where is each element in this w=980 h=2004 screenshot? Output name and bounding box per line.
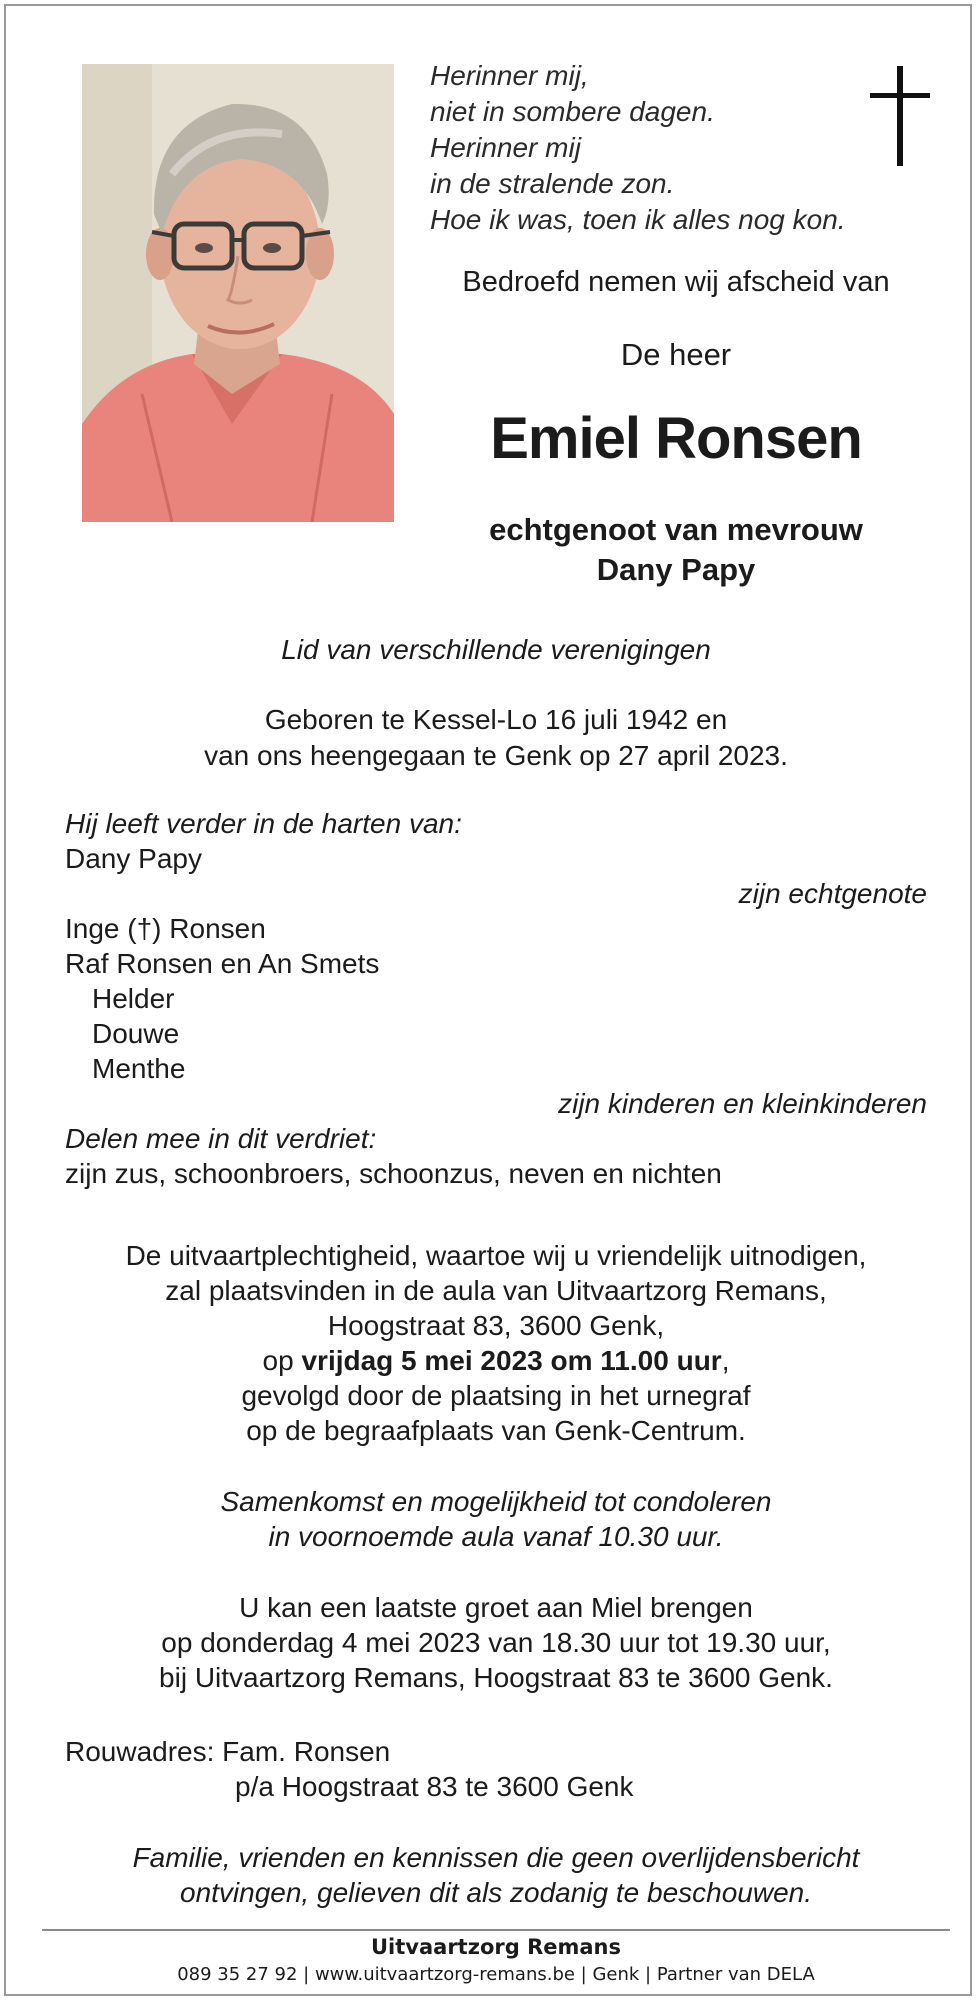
notice-line: ontvingen, gelieven dit als zodanig te beschouwen. [180,1877,812,1908]
children-role: zijn kinderen en kleinkinderen [558,1088,927,1119]
birth-line: Geboren te Kessel-Lo 16 juli 1942 en [264,704,728,735]
address-line: Rouwadres: Fam. Ronsen [65,1736,391,1767]
ceremony-suffix: , [721,1345,730,1376]
footer-divider [42,1929,950,1931]
condolence-line: in voornoemde aula vanaf 10.30 uur. [268,1521,724,1552]
obituary-card [4,4,972,1996]
poem-line: niet in sombere dagen. [430,96,715,127]
greeting-line: bij Uitvaartzorg Remans, Hoogstraat 83 te 3600 Genk. [159,1662,833,1693]
spouse-name-entry: Dany Papy [65,843,202,874]
grandchild-entry: Douwe [92,1018,180,1049]
greeting-line: U kan een laatste groet aan Miel brengen [239,1592,753,1623]
family-section [65,806,927,1191]
notice-line: Familie, vrienden en kennissen die geen overlijdensbericht [132,1842,860,1873]
memorial-poem [430,58,850,238]
address-line: p/a Hoogstraat 83 te 3600 Genk [235,1771,634,1802]
share-heading: Delen mee in dit verdriet: [65,1123,377,1154]
condolence-line: Samenkomst en mogelijkheid tot condoleren [220,1486,772,1517]
ceremony-line: Hoogstraat 83, 3600 Genk, [327,1310,665,1341]
ceremony-datetime [46,1343,946,1378]
notice-text [46,1840,946,1910]
spouse-line: echtgenoot van mevrouw [489,512,863,547]
ceremony-line: op de begraafplaats van Genk-Centrum. [246,1415,746,1446]
deceased-name: Emiel Ronsen [490,406,862,471]
poem-line: Herinner mij [430,132,581,163]
poem-line: Hoe ik was, toen ik alles nog kon. [430,204,846,235]
child-entry: Inge (†) Ronsen [65,913,266,944]
birth-death-info [46,702,946,774]
mourning-address [65,1734,925,1804]
poem-line: Herinner mij, [430,60,589,91]
announcement-intro: Bedroefd nemen wij afscheid van [462,266,890,298]
membership-line: Lid van verschillende verenigingen [281,634,711,665]
honorific-title: De heer [620,337,732,372]
poem-line: in de stralende zon. [430,168,675,199]
child-entry: Raf Ronsen en An Smets [65,948,380,979]
grandchild-entry: Menthe [92,1053,186,1084]
spouse-info [406,510,946,590]
family-heading: Hij leeft verder in de harten van: [65,808,462,839]
share-list: zijn zus, schoonbroers, schoonzus, neven en nichten [65,1158,722,1189]
ceremony-info [46,1238,946,1448]
ceremony-prefix: op [262,1345,302,1376]
ceremony-line: De uitvaartplechtigheid, waartoe wij u vriendelijk uitnodigen, [125,1240,867,1271]
ceremony-date: vrijdag 5 mei 2023 om 11.00 uur [301,1345,722,1376]
ceremony-line: zal plaatsvinden in de aula van Uitvaartzorg Remans, [165,1275,827,1306]
cross-icon [870,66,930,166]
last-greeting-info [46,1590,946,1695]
footer-company: Uitvaartzorg Remans [371,1935,621,1959]
greeting-line: op donderdag 4 mei 2023 van 18.30 uur tot 19.30 uur, [161,1627,831,1658]
condolence-info [46,1484,946,1554]
death-line: van ons heengegaan te Genk op 27 april 2023. [204,740,788,771]
grandchild-entry: Helder [92,983,175,1014]
footer-contact: 089 35 27 92 | www.uitvaartzorg-remans.be | Genk | Partner van DELA [177,1964,815,1985]
spouse-name: Dany Papy [596,552,756,587]
spouse-role: zijn echtgenote [738,878,927,909]
portrait-photo [82,64,394,522]
ceremony-line: gevolgd door de plaatsing in het urnegraf [241,1380,751,1411]
